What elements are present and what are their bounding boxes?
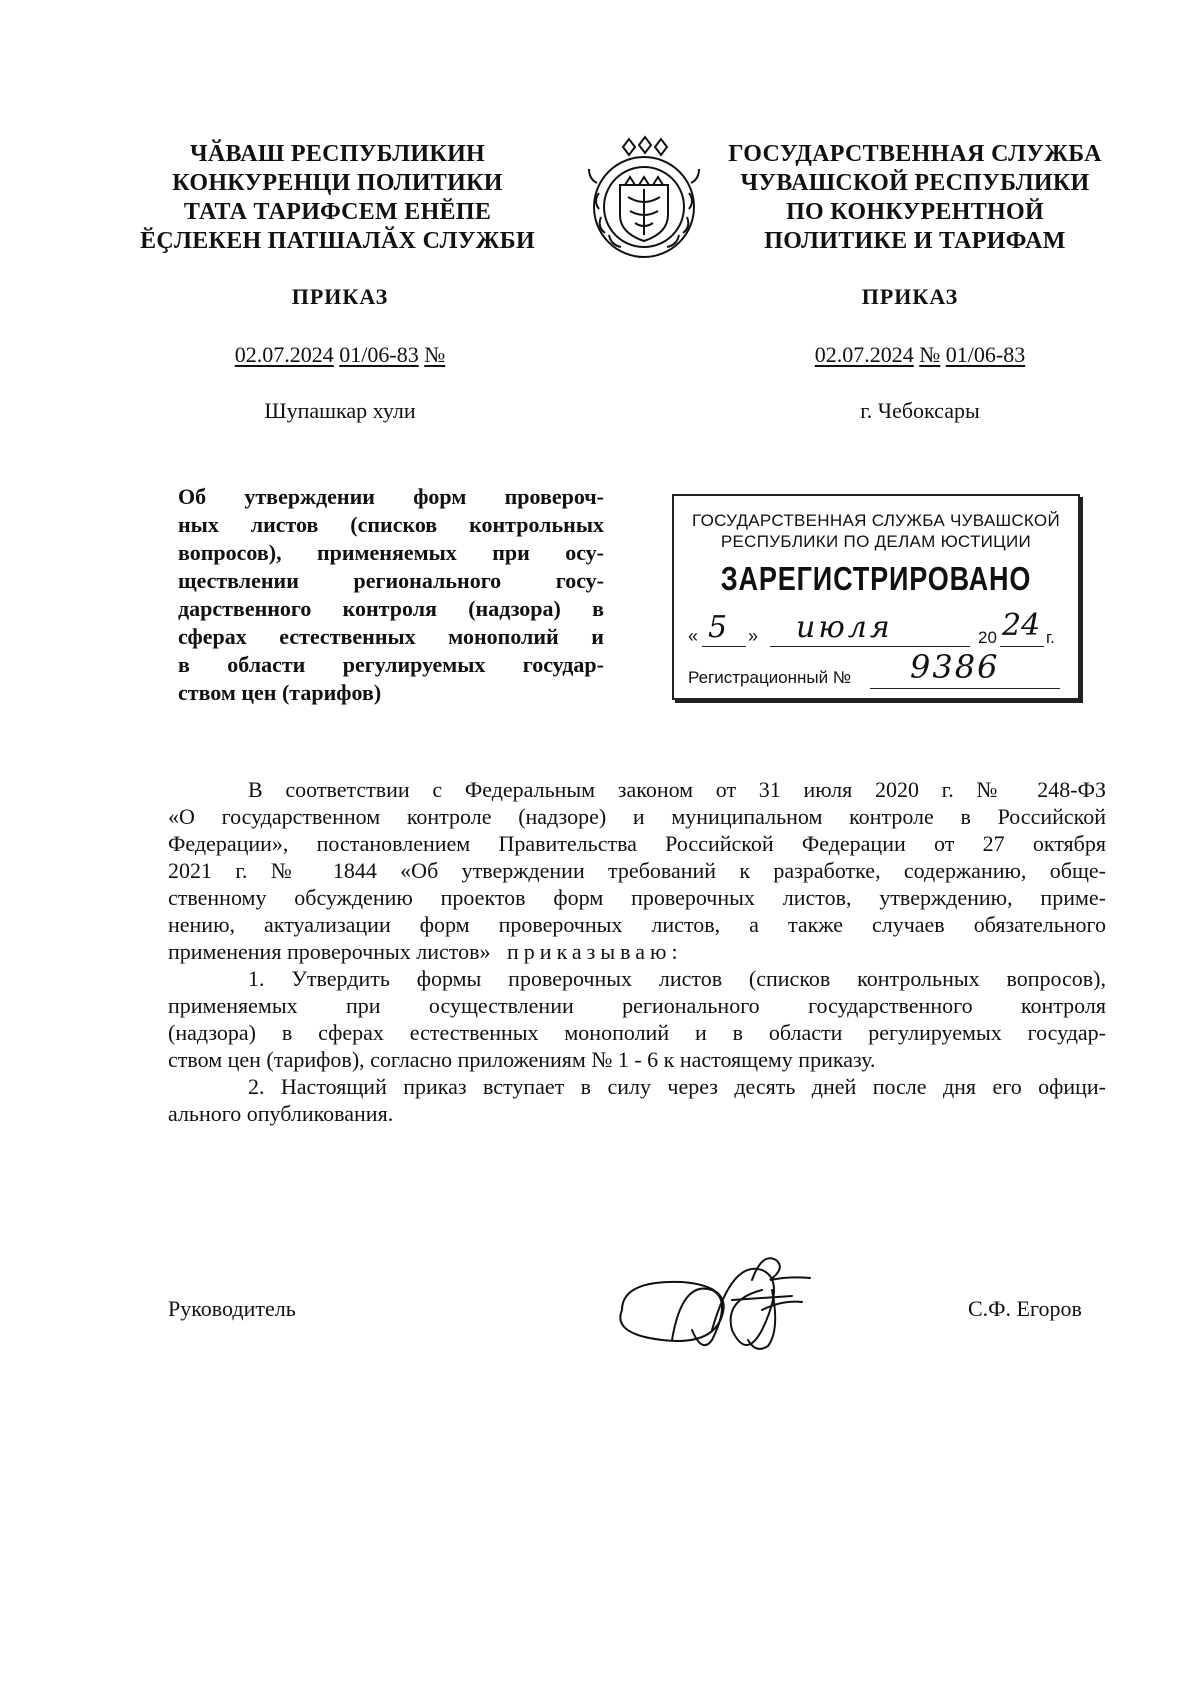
city-left: Шупашкар хули <box>264 398 416 423</box>
title-line: ством цен (тарифов) <box>178 680 382 705</box>
stamp-month-underline <box>770 646 970 647</box>
stamp-year-underline <box>1000 646 1044 647</box>
header-left-line: ТАТА ТАРИФСЕМ ЕНӖПЕ <box>183 199 492 225</box>
stamp-reg-number: 9386 <box>910 648 1000 686</box>
chuvashia-emblem-icon <box>583 133 705 263</box>
header-left-line: КОНКУРЕНЦИ ПОЛИТИКИ <box>172 170 503 196</box>
stamp-heading-line: ГОСУДАРСТВЕННАЯ СЛУЖБА ЧУВАШСКОЙ <box>692 511 1060 530</box>
order-number: 01/06-83 <box>945 342 1026 367</box>
body-line: ством цен (тарифов), согласно приложениям № 1 - 6 к настоящему приказу. <box>168 1047 876 1072</box>
header-left-line: ӖҪЛЕКЕН ПАТШАЛӐХ СЛУЖБИ <box>140 228 535 254</box>
stamp-date-row <box>688 608 1068 652</box>
stamp-day: 5 <box>708 610 728 645</box>
stamp-reg-label: Регистрационный № <box>688 668 852 687</box>
stamp-year-suffix: 24 <box>1002 608 1041 643</box>
stamp-reg-row <box>688 648 1068 692</box>
body-line: 2. Настоящий приказ вступает в силу через десять дней после дня его офици- <box>248 1074 1106 1099</box>
stamp-heading <box>674 510 1078 552</box>
header-left <box>135 140 540 256</box>
prikazyvayu: приказываю: <box>507 939 683 964</box>
body-line: нению, актуализации форм проверочных листов, а также случаев обязательного <box>168 912 1106 937</box>
stamp-reg-underline <box>870 688 1060 689</box>
stamp-heading-line: РЕСПУБЛИКИ ПО ДЕЛАМ ЮСТИЦИИ <box>720 532 1032 551</box>
body-line: ственному обсуждению проектов форм проверочных листов, утверждению, приме- <box>168 885 1106 910</box>
title-line: в области регулируемых государ- <box>178 652 604 677</box>
title-line: вопросов), применяемых при осу- <box>178 540 604 565</box>
body-line: Федерации», постановлением Правительства Российской Федерации от 27 октября <box>168 831 1106 856</box>
document-title <box>178 483 604 707</box>
order-no-sign: № <box>424 342 446 367</box>
body-text <box>168 776 1106 1127</box>
body-line: 1. Утвердить формы проверочных листов (списков контрольных вопросов), <box>248 966 1106 991</box>
body-line-text: применения проверочных листов» <box>168 939 491 964</box>
stamp-open-quote: « <box>688 626 699 646</box>
header-right-line: ГОСУДАРСТВЕННАЯ СЛУЖБА <box>728 141 1102 167</box>
title-line: ществлении регионального госу- <box>178 568 604 593</box>
header-right-line: ПОЛИТИКЕ И ТАРИФАМ <box>764 228 1066 254</box>
stamp-year-g: г. <box>1046 628 1055 647</box>
stamp-close-quote: » <box>748 626 759 646</box>
stamp-year-prefix: 20 <box>978 628 997 647</box>
body-line: применяемых при осуществлении регионального государственного контроля <box>168 993 1106 1018</box>
stamp-month: июля <box>796 610 893 645</box>
order-date-left <box>195 342 485 368</box>
handwritten-signature <box>612 1250 852 1360</box>
title-line: Об утверждении форм провероч- <box>178 484 604 509</box>
signatory-position: Руководитель <box>168 1296 296 1321</box>
order-title-left: ПРИКАЗ <box>291 284 389 309</box>
title-line: сферах естественных монополий и <box>178 624 604 649</box>
order-date: 02.07.2024 <box>234 342 334 367</box>
body-line: (надзора) в сферах естественных монополий и в области регулируемых государ- <box>168 1020 1106 1045</box>
order-number: 01/06-83 <box>339 342 419 367</box>
order-no-sign: № <box>919 342 941 367</box>
header-right <box>720 140 1110 256</box>
city-right: г. Чебоксары <box>860 398 980 423</box>
header-right-line: ПО КОНКУРЕНТНОЙ <box>786 199 1044 225</box>
signatory-name: С.Ф. Егоров <box>968 1296 1082 1321</box>
stamp-day-underline <box>702 646 746 647</box>
body-line: 2021 г. № 1844 «Об утверждении требований к разработке, содержанию, обще- <box>168 858 1106 883</box>
title-line: ных листов (списков контрольных <box>178 512 604 537</box>
body-line <box>168 938 1106 965</box>
order-date: 02.07.2024 <box>814 342 914 367</box>
header-left-line: ЧӐВАШ РЕСПУБЛИКИН <box>189 141 486 167</box>
body-line: В соответствии с Федеральным законом от 31 июля 2020 г. № 248-ФЗ <box>248 777 1106 802</box>
body-line: ального опубликования. <box>168 1101 394 1126</box>
header-right-line: ЧУВАШСКОЙ РЕСПУБЛИКИ <box>740 170 1090 196</box>
stamp-registered: ЗАРЕГИСТРИРОВАНО <box>720 560 1032 597</box>
body-line: «О государственном контроле (надзоре) и муниципальном контроле в Российской <box>168 804 1106 829</box>
registration-stamp <box>672 494 1080 700</box>
order-title-right: ПРИКАЗ <box>861 284 959 309</box>
title-line: дарственного контроля (надзора) в <box>178 596 604 621</box>
order-date-right <box>775 342 1065 368</box>
